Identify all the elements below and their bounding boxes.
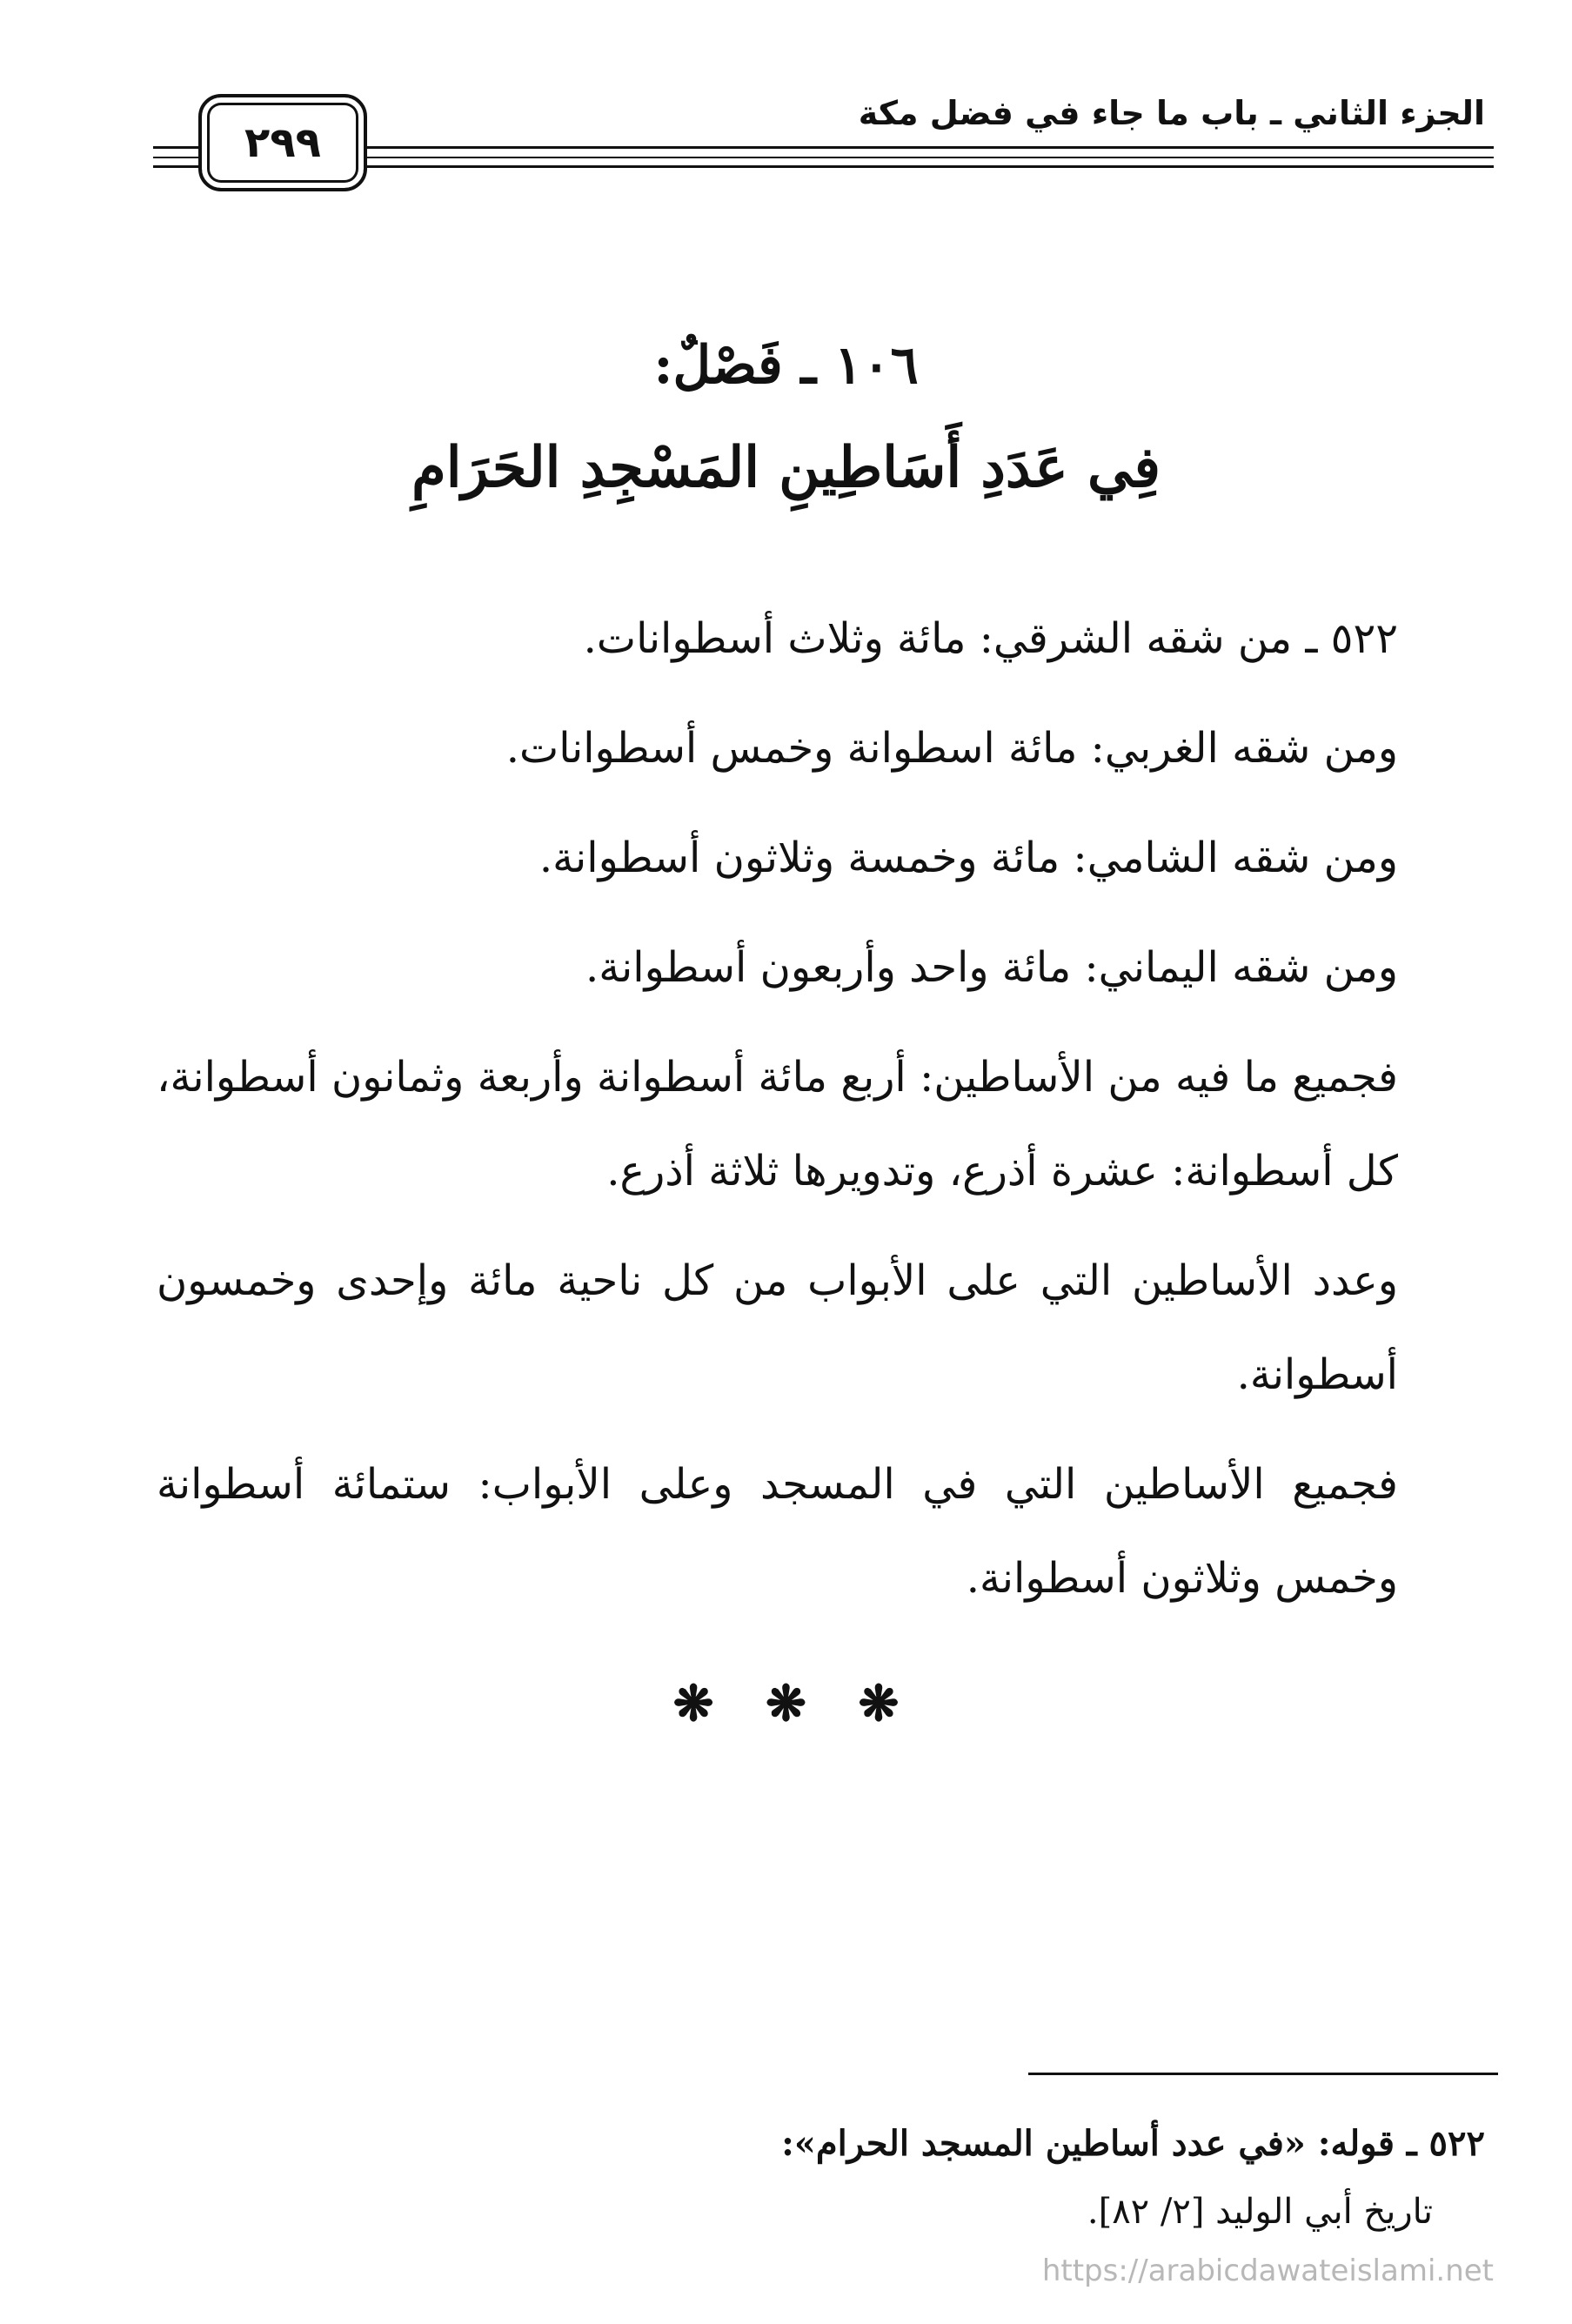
paragraph: ٥٢٢ ـ من شقه الشرقي: مائة وثلاث أسطوانات. xyxy=(583,614,1398,663)
running-head: الجزء الثاني ـ باب ما جاء في فضل مكة xyxy=(858,94,1485,132)
paragraph: فجميع ما فيه من الأساطين: أربع مائة أسطوانة وأربعة وثمانون أسطوانة، كل أسطوانة: عشرة أذرع، وتدويرها ثلاثة أذرع. xyxy=(157,1053,1398,1195)
body-text xyxy=(157,592,1398,1641)
section-separator: ❋ ❋ ❋ xyxy=(672,1675,900,1732)
footnote xyxy=(180,2110,1485,2246)
paragraph: فجميع الأساطين التي في المسجد وعلى الأبواب: ستمائة أسطوانة وخمس وثلاثون أسطوانة. xyxy=(157,1460,1398,1603)
watermark-url: https://arabicdawateislami.net xyxy=(1041,2254,1494,2288)
footnote-source: تاريخ أبي الوليد [٢/ ٨٢]. xyxy=(1087,2192,1433,2232)
paragraph: ومن شقه الغربي: مائة اسطوانة وخمس أسطوانات. xyxy=(505,724,1398,773)
section-number-heading: ١٠٦ ـ فَصْلٌ: xyxy=(653,335,919,396)
paragraph: ومن شقه اليماني: مائة واحد وأربعون أسطوانة. xyxy=(585,943,1398,992)
section-title: فِي عَدَدِ أَسَاطِينِ المَسْجِدِ الحَرَامِ xyxy=(411,435,1161,500)
page-number: ٢٩٩ xyxy=(244,118,321,167)
footnote-heading: ٥٢٢ ـ قوله: «في عدد أساطين المسجد الحرام»: xyxy=(781,2123,1485,2164)
footnote-rule xyxy=(1028,2073,1498,2075)
paragraph: وعدد الأساطين التي على الأبواب من كل ناحية مائة وإحدى وخمسون أسطوانة. xyxy=(157,1256,1398,1399)
page-number-frame xyxy=(198,94,367,191)
paragraph: ومن شقه الشامي: مائة وخمسة وثلاثون أسطوانة. xyxy=(538,834,1398,882)
